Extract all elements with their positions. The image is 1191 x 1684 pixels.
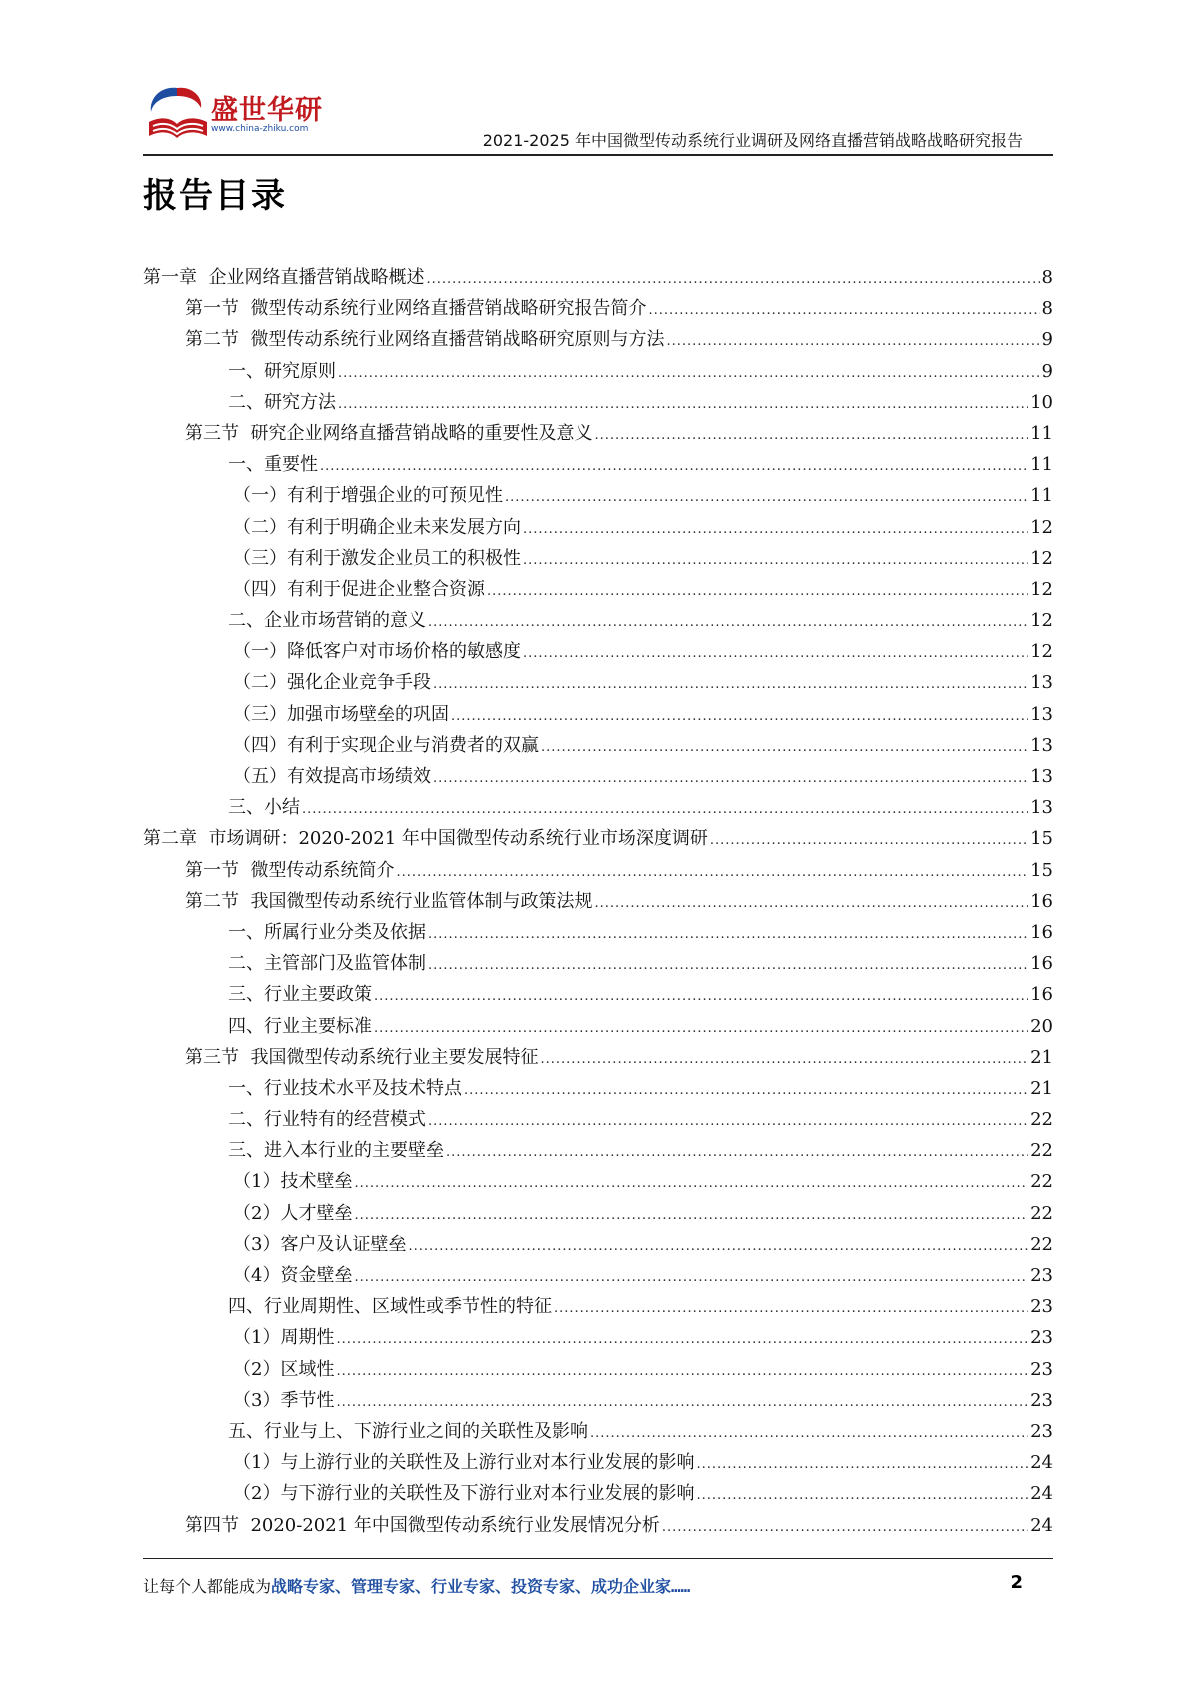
- toc-entry-page: 16: [1030, 953, 1053, 975]
- toc-entry[interactable]: [143, 761, 1053, 792]
- toc-entry-page: 23: [1030, 1358, 1053, 1380]
- toc-entry-title: 第三节 我国微型传动系统行业主要发展特征: [185, 1046, 539, 1068]
- toc-entry[interactable]: [143, 699, 1053, 730]
- toc-entry-page: 22: [1030, 1171, 1053, 1193]
- toc-entry-page: 24: [1030, 1514, 1053, 1536]
- toc-entry-page: 23: [1030, 1327, 1053, 1349]
- toc-leader-dots: [540, 1044, 1028, 1075]
- toc-entry-page: 23: [1030, 1389, 1053, 1411]
- toc-entry-page: 13: [1030, 672, 1053, 694]
- toc-entry[interactable]: [143, 792, 1053, 823]
- toc-entry[interactable]: [143, 1198, 1053, 1229]
- toc-entry-title: 第一节 微型传动系统行业网络直播营销战略研究报告简介: [185, 298, 647, 320]
- company-logo: [143, 82, 323, 148]
- toc-entry-title: 一、所属行业分类及依据: [228, 921, 426, 943]
- toc-entry-page: 11: [1030, 454, 1053, 476]
- logo-url: www.china-zhiku.com: [211, 124, 309, 134]
- toc-leader-dots: [433, 763, 1028, 794]
- toc-entry[interactable]: [143, 1447, 1053, 1478]
- toc-entry-title: （四）有利于促进企业整合资源: [233, 578, 485, 600]
- toc-leader-dots: [594, 420, 1028, 451]
- toc-entry-page: 16: [1030, 921, 1053, 943]
- toc-entry[interactable]: [143, 1354, 1053, 1385]
- toc-leader-dots: [428, 1106, 1028, 1137]
- toc-entry[interactable]: [143, 1478, 1053, 1509]
- toc-entry[interactable]: [143, 979, 1053, 1010]
- report-title: 2021-2025 年中国微型传动系统行业调研及网络直播营销战略战略研究报告: [482, 131, 1023, 150]
- toc-entry-page: 12: [1030, 610, 1053, 632]
- toc-leader-dots: [662, 1512, 1028, 1543]
- toc-entry[interactable]: [143, 1073, 1053, 1104]
- toc-entry-page: 11: [1030, 422, 1053, 444]
- page-header: [143, 80, 1053, 156]
- toc-entry-page: 21: [1030, 1077, 1053, 1099]
- header-divider: [143, 154, 1053, 156]
- toc-entry[interactable]: [143, 293, 1053, 324]
- toc-entry[interactable]: [143, 1042, 1053, 1073]
- toc-entry[interactable]: [143, 574, 1053, 605]
- toc-entry-title: （四）有利于实现企业与消费者的双赢: [233, 734, 539, 756]
- toc-entry-title: 四、行业主要标准: [228, 1015, 372, 1037]
- toc-entry-page: 8: [1041, 267, 1053, 288]
- toc-entry-page: 22: [1030, 1140, 1053, 1162]
- toc-leader-dots: [302, 794, 1028, 825]
- logo-wordmark: 盛世华研: [211, 95, 323, 126]
- toc-entry[interactable]: [143, 418, 1053, 449]
- toc-entry-title: 第一节 微型传动系统简介: [185, 859, 395, 881]
- toc-entry[interactable]: [143, 1229, 1053, 1260]
- toc-entry-page: 15: [1030, 859, 1053, 881]
- toc-entry-title: （二）有利于明确企业未来发展方向: [233, 516, 521, 538]
- toc-entry[interactable]: [143, 855, 1053, 886]
- toc-entry[interactable]: [143, 262, 1053, 293]
- toc-entry-title: 四、行业周期性、区域性或季节性的特征: [228, 1296, 552, 1318]
- toc-entry-title: （五）有效提高市场绩效: [233, 766, 431, 787]
- toc-leader-dots: [590, 1418, 1028, 1449]
- toc-entry-title: （4）资金壁垒: [233, 1265, 353, 1286]
- toc-entry[interactable]: [143, 1385, 1053, 1416]
- toc-entry-page: 12: [1030, 641, 1053, 663]
- toc-leader-dots: [541, 732, 1028, 763]
- toc-entry-title: 二、研究方法: [228, 391, 336, 413]
- toc-entry-page: 23: [1030, 1420, 1053, 1442]
- toc-entry[interactable]: [143, 948, 1053, 979]
- toc-entry-title: 一、行业技术水平及技术特点: [228, 1077, 462, 1099]
- toc-entry[interactable]: [143, 1011, 1053, 1042]
- toc-leader-dots: [428, 919, 1028, 950]
- toc-leader-dots: [710, 825, 1028, 856]
- toc-entry[interactable]: [143, 387, 1053, 418]
- toc-entry-page: 12: [1030, 547, 1053, 569]
- toc-entry[interactable]: [143, 543, 1053, 574]
- toc-entry-title: （一）降低客户对市场价格的敏感度: [233, 641, 521, 663]
- toc-entry[interactable]: [143, 356, 1053, 387]
- toc-entry-title: 五、行业与上、下游行业之间的关联性及影响: [228, 1420, 588, 1442]
- toc-entry-title: 二、行业特有的经营模式: [228, 1109, 426, 1131]
- toc-entry-title: （2）与下游行业的关联性及下游行业对本行业发展的影响: [233, 1483, 695, 1505]
- toc-entry-title: 一、研究原则: [228, 360, 336, 382]
- toc-leader-dots: [354, 1200, 1028, 1231]
- toc-leader-dots: [464, 1075, 1028, 1106]
- toc-entry[interactable]: [143, 449, 1053, 480]
- toc-entry[interactable]: [143, 1291, 1053, 1322]
- toc-leader-dots: [336, 1387, 1028, 1418]
- toc-entry-page: 16: [1030, 890, 1053, 912]
- toc-entry-page: 23: [1030, 1296, 1053, 1318]
- toc-entry[interactable]: [143, 1104, 1053, 1135]
- toc-entry[interactable]: [143, 636, 1053, 667]
- toc-entry-title: 一、重要性: [228, 454, 318, 476]
- toc-leader-dots: [426, 264, 1039, 295]
- toc-leader-dots: [487, 576, 1028, 607]
- toc-entry[interactable]: [143, 667, 1053, 698]
- toc-leader-dots: [336, 1356, 1028, 1387]
- toc-entry-title: （1）周期性: [233, 1327, 335, 1349]
- toc-entry[interactable]: [143, 480, 1053, 511]
- logo-book-icon: [143, 82, 213, 148]
- toc-entry-page: 10: [1030, 391, 1053, 413]
- toc-entry-page: 8: [1041, 298, 1053, 320]
- toc-entry[interactable]: [143, 605, 1053, 636]
- toc-leader-dots: [354, 1262, 1028, 1293]
- toc-entry-page: 24: [1030, 1452, 1053, 1474]
- toc-leader-dots: [446, 1137, 1028, 1168]
- toc-leader-dots: [648, 295, 1039, 326]
- toc-leader-dots: [451, 701, 1028, 732]
- toc-leader-dots: [433, 669, 1028, 700]
- toc-entry-title: （三）有利于激发企业员工的积极性: [233, 547, 521, 569]
- toc-entry[interactable]: [143, 886, 1053, 917]
- toc-leader-dots: [396, 857, 1028, 888]
- toc-leader-dots: [428, 607, 1028, 638]
- toc-entry[interactable]: [143, 730, 1053, 761]
- toc-leader-dots: [696, 1449, 1028, 1480]
- toc-entry-title: （1）与上游行业的关联性及上游行业对本行业发展的影响: [233, 1452, 695, 1474]
- toc-entry-title: （二）强化企业竞争手段: [233, 672, 431, 694]
- footer-divider: [143, 1558, 1053, 1559]
- toc-entry-title: （3）季节性: [233, 1389, 335, 1411]
- toc-leader-dots: [374, 1013, 1028, 1044]
- toc-leader-dots: [523, 638, 1028, 669]
- toc-leader-dots: [523, 545, 1028, 576]
- toc-entry-page: 20: [1030, 1015, 1053, 1037]
- toc-entry-page: 11: [1030, 485, 1053, 507]
- toc-entry-title: （2）人才壁垒: [233, 1202, 353, 1224]
- toc-entry-page: 12: [1030, 578, 1053, 600]
- toc-entry-title: （3）客户及认证壁垒: [233, 1233, 407, 1255]
- toc-leader-dots: [505, 482, 1028, 513]
- toc-entry-page: 22: [1030, 1233, 1053, 1255]
- toc-entry-title: 第二节 我国微型传动系统行业监管体制与政策法规: [185, 890, 593, 912]
- toc-entry[interactable]: [143, 324, 1053, 355]
- toc-leader-dots: [354, 1168, 1028, 1199]
- toc-entry-page: 13: [1030, 734, 1053, 756]
- toc-leader-dots: [696, 1480, 1028, 1511]
- toc-entry[interactable]: [143, 512, 1053, 543]
- toc-entry[interactable]: [143, 1166, 1053, 1197]
- toc-entry-title: 三、行业主要政策: [228, 984, 372, 1006]
- toc-leader-dots: [336, 1324, 1028, 1355]
- toc-leader-dots: [408, 1231, 1028, 1262]
- footer-slogan-prefix: 让每个人都能成为: [143, 1577, 272, 1596]
- toc-entry-page: 22: [1030, 1202, 1053, 1224]
- toc-entry[interactable]: [143, 823, 1053, 854]
- toc-entry-title: （三）加强市场壁垒的巩固: [233, 703, 449, 725]
- toc-entry[interactable]: [143, 917, 1053, 948]
- toc-entry-title: 第一章 企业网络直播营销战略概述: [143, 267, 425, 288]
- toc-entry-title: 第四节 2020-2021 年中国微型传动系统行业发展情况分析: [185, 1514, 660, 1536]
- toc-entry-title: （2）区域性: [233, 1358, 335, 1380]
- toc-entry[interactable]: [143, 1322, 1053, 1353]
- toc-leader-dots: [523, 514, 1028, 545]
- toc-entry-page: 9: [1041, 360, 1053, 382]
- toc-entry-title: 第三节 研究企业网络直播营销战略的重要性及意义: [185, 422, 593, 444]
- toc-entry-page: 23: [1030, 1265, 1053, 1286]
- toc-entry-page: 15: [1030, 828, 1053, 850]
- toc-entry-page: 13: [1030, 766, 1053, 787]
- footer-slogan: [143, 1574, 1023, 1597]
- toc-entry[interactable]: [143, 1510, 1053, 1541]
- page-number: 2: [1010, 1572, 1023, 1593]
- toc-entry-title: 三、小结: [228, 797, 300, 819]
- toc-leader-dots: [594, 888, 1028, 919]
- toc-entry-page: 24: [1030, 1483, 1053, 1505]
- toc-leader-dots: [374, 981, 1028, 1012]
- toc-entry[interactable]: [143, 1260, 1053, 1291]
- toc-entry-title: （1）技术壁垒: [233, 1171, 353, 1193]
- toc-entry-title: 第二章 市场调研：2020-2021 年中国微型传动系统行业市场深度调研: [143, 828, 708, 850]
- toc-entry-title: 二、企业市场营销的意义: [228, 610, 426, 632]
- footer-slogan-highlight: 战略专家、管理专家、行业专家、投资专家、成功企业家……: [271, 1577, 691, 1596]
- toc-entry-title: （一）有利于增强企业的可预见性: [233, 485, 503, 507]
- toc-leader-dots: [666, 326, 1039, 357]
- toc-entry-title: 二、主管部门及监管体制: [228, 953, 426, 975]
- toc-entry-page: 9: [1041, 329, 1053, 351]
- toc-entry[interactable]: [143, 1416, 1053, 1447]
- toc-leader-dots: [428, 950, 1028, 981]
- toc-entry-title: 第二节 微型传动系统行业网络直播营销战略研究原则与方法: [185, 329, 665, 351]
- toc-leader-dots: [338, 389, 1028, 420]
- table-of-contents: [143, 262, 1053, 1541]
- toc-entry-page: 22: [1030, 1109, 1053, 1131]
- toc-leader-dots: [338, 358, 1040, 389]
- toc-entry-page: 13: [1030, 703, 1053, 725]
- toc-entry-page: 12: [1030, 516, 1053, 538]
- page-title: 报告目录: [143, 176, 287, 216]
- toc-entry-title: 三、进入本行业的主要壁垒: [228, 1140, 444, 1162]
- toc-entry-page: 13: [1030, 797, 1053, 819]
- toc-entry-page: 16: [1030, 984, 1053, 1006]
- toc-entry[interactable]: [143, 1135, 1053, 1166]
- toc-leader-dots: [554, 1293, 1028, 1324]
- toc-entry-page: 21: [1030, 1046, 1053, 1068]
- toc-leader-dots: [320, 451, 1028, 482]
